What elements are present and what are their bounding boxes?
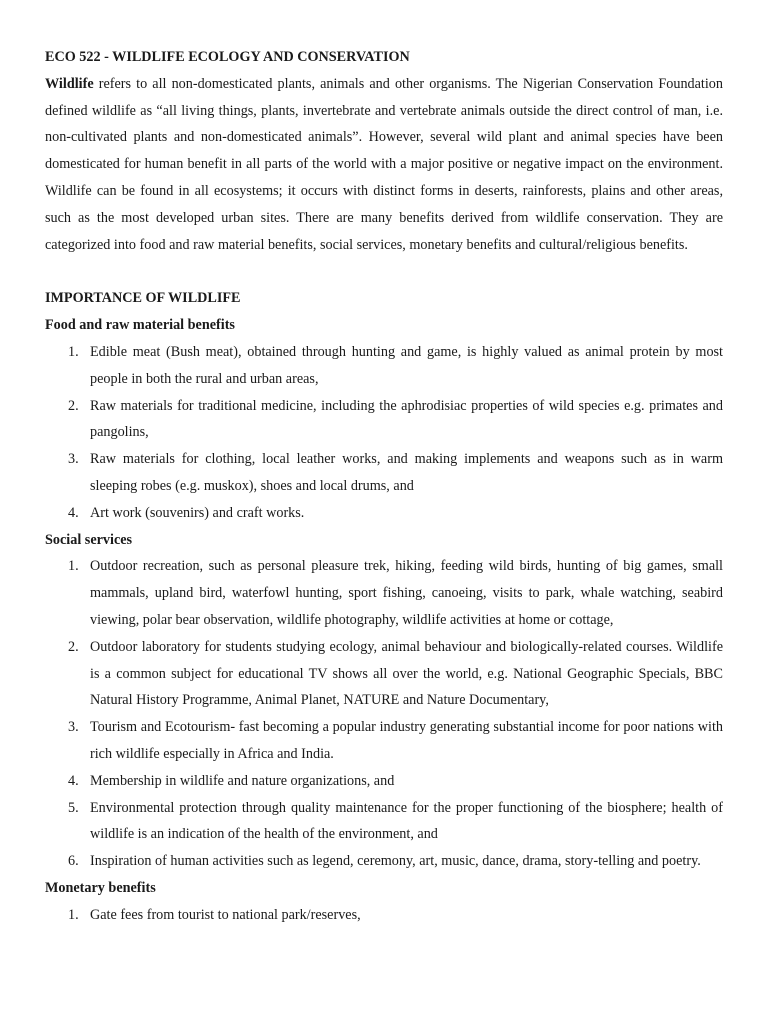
monetary-list <box>45 902 723 929</box>
food-list <box>45 339 723 527</box>
list-item-text: Membership in wildlife and nature organizations, and <box>90 772 395 789</box>
list-item <box>45 553 723 633</box>
list-item-text: Gate fees from tourist to national park/reserves, <box>90 906 361 923</box>
list-item-text: Art work (souvenirs) and craft works. <box>90 504 305 521</box>
list-item <box>45 714 723 768</box>
section-spacer <box>45 258 723 285</box>
intro-lead-term: Wildlife <box>45 75 94 92</box>
list-item <box>45 768 723 795</box>
social-list <box>45 553 723 875</box>
list-item-text: Environmental protection through quality maintenance for the proper functioning of the biosphere; health of wildlife is an indication of the health of the environment, and <box>90 799 723 843</box>
list-item-text: Outdoor recreation, such as personal pleasure trek, hiking, feeding wild birds, hunting of big games, small mammals, upland bird, waterfowl hunting, sport fishing, canoeing, visits to park, whale watching, seabird viewing, polar bear observation, wildlife photography, wildlife activities at home or cottage, <box>90 558 723 628</box>
list-item-text: Inspiration of human activities such as legend, ceremony, art, music, dance, drama, story-telling and poetry. <box>90 853 701 870</box>
list-item-text: Outdoor laboratory for students studying ecology, animal behaviour and biologically-related courses. Wildlife is a common subject for educational TV shows all over the world, e.g. National Geographic Specials, BBC Natural History Programme, Animal Planet, NATURE and Nature Documentary, <box>90 638 723 709</box>
list-item <box>45 848 723 875</box>
list-item <box>45 500 723 527</box>
list-item-text: Edible meat (Bush meat), obtained through hunting and game, is highly valued as animal protein by most people in both the rural and urban areas, <box>90 343 723 387</box>
list-item-text: Raw materials for clothing, local leather works, and making implements and weapons such as in warm sleeping robes (e.g. muskox), shoes and local drums, and <box>90 451 723 494</box>
list-item <box>45 795 723 849</box>
food-heading: Food and raw material benefits <box>45 317 235 334</box>
list-item-text: Raw materials for traditional medicine, including the aphrodisiac properties of wild species e.g. primates and pangolins, <box>90 397 723 441</box>
list-item-number: 2. <box>68 397 79 414</box>
social-heading: Social services <box>45 531 133 548</box>
list-item <box>45 902 723 929</box>
list-item-number: 4. <box>68 772 79 789</box>
document-title: ECO 522 - WILDLIFE ECOLOGY AND CONSERVATION <box>45 49 410 65</box>
list-item-text: Tourism and Ecotourism- fast becoming a popular industry generating substantial income for poor nations with rich wildlife especially in Africa and India. <box>90 719 723 762</box>
list-item <box>45 634 723 714</box>
list-item-number: 4. <box>68 504 79 521</box>
list-item-number: 5. <box>68 799 79 816</box>
section-heading: IMPORTANCE OF WILDLIFE <box>45 290 241 307</box>
intro-text: refers to all non-domesticated plants, animals and other organisms. The Nigerian Conservation Foundation defined wildlife as “all living things, plants, invertebrate and vertebrate animals outside the direct control of man, i.e. non-cultivated plants and non-domesticated animals”. However, several wild plant and animal species have been domesticated for human benefit in all parts of the world with a major positive or negative impact on the environment. Wildlife can be found in all ecosystems; it occurs with distinct forms in deserts, rainforests, plains and other areas, such as the most developed urban sites. There are many benefits derived from wildlife conservation. They are categorized into food and raw material benefits, social services, monetary benefits and cultural/religious benefits. <box>45 75 723 253</box>
list-item-number: 3. <box>68 719 79 736</box>
list-item <box>45 393 723 447</box>
list-item-number: 3. <box>68 451 79 468</box>
list-item-number: 1. <box>68 906 79 923</box>
intro-paragraph <box>45 71 723 259</box>
list-item <box>45 339 723 393</box>
list-item-number: 1. <box>68 343 79 360</box>
list-item <box>45 446 723 500</box>
list-item-number: 1. <box>68 558 79 575</box>
list-item-number: 2. <box>68 638 79 655</box>
list-item-number: 6. <box>68 853 79 870</box>
monetary-heading: Monetary benefits <box>45 879 156 896</box>
